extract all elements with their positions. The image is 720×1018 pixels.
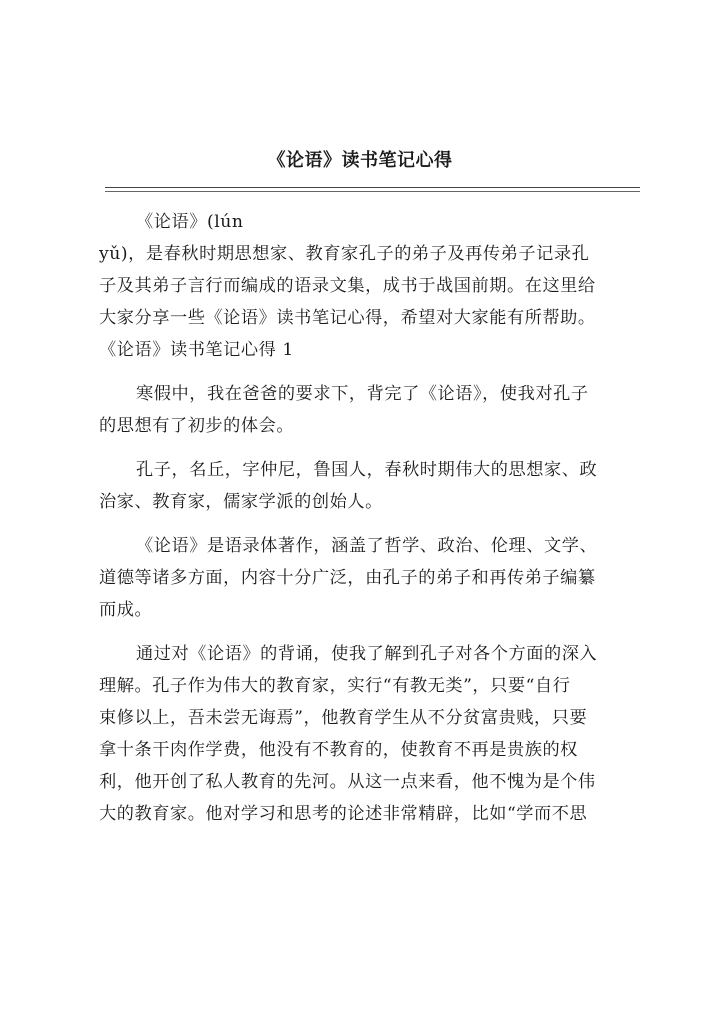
paragraph-gap xyxy=(99,518,639,530)
text-line: yǔ)，是春秋时期思想家、教育家孔子的弟子及再传弟子记录孔 xyxy=(99,244,590,264)
title-divider-thick xyxy=(105,187,640,188)
paragraph-gap xyxy=(99,442,639,454)
text-line: 大的教育家。他对学习和思考的论述非常精辟，比如“学而不思 xyxy=(99,804,588,824)
text-line: 《论语》(lún xyxy=(136,212,244,232)
text-line: 寒假中，我在爸爸的要求下，背完了《论语》，使我对孔子 xyxy=(136,384,589,404)
text-line: 的思想有了初步的体会。 xyxy=(99,416,295,436)
title-divider-thin xyxy=(105,191,640,192)
document-title: 《论语》读书笔记心得 xyxy=(267,150,453,171)
document-body xyxy=(99,206,639,830)
paragraph-gap xyxy=(99,366,639,378)
text-line: 利，他开创了私人教育的先河。从这一点来看，他不愧为是个伟 xyxy=(99,772,596,792)
text-line: 子及其弟子言行而编成的语录文集，成书于战国前期。在这里给 xyxy=(99,276,596,296)
text-line: 理解。孔子作为伟大的教育家，实行“有教无类”，只要“自行 xyxy=(99,676,571,696)
paragraph-gap xyxy=(99,626,639,638)
text-line: 《论语》是语录体著作，涵盖了哲学、政治、伦理、文学、 xyxy=(136,536,598,556)
text-line: 通过对《论语》的背诵，使我了解到孔子对各个方面的深入 xyxy=(136,644,598,664)
text-line: 大家分享一些《论语》读书笔记心得，希望对大家能有所帮助。 xyxy=(99,308,596,328)
text-line: 孔子，名丘，字仲尼，鲁国人，春秋时期伟大的思想家、政 xyxy=(136,460,598,480)
text-line: 而成。 xyxy=(99,600,153,620)
text-line: 治家、教育家，儒家学派的创始人。 xyxy=(99,492,383,512)
section-heading: 《论语》读书笔记心得 1 xyxy=(99,340,294,360)
text-line: 束修以上，吾未尝无诲焉”，他教育学生从不分贫富贵贱，只要 xyxy=(99,708,588,728)
text-line: 道德等诸多方面，内容十分广泛，由孔子的弟子和再传弟子编纂 xyxy=(99,568,596,588)
text-line: 拿十条干肉作学费，他没有不教育的，使教育不再是贵族的权 xyxy=(99,740,578,760)
